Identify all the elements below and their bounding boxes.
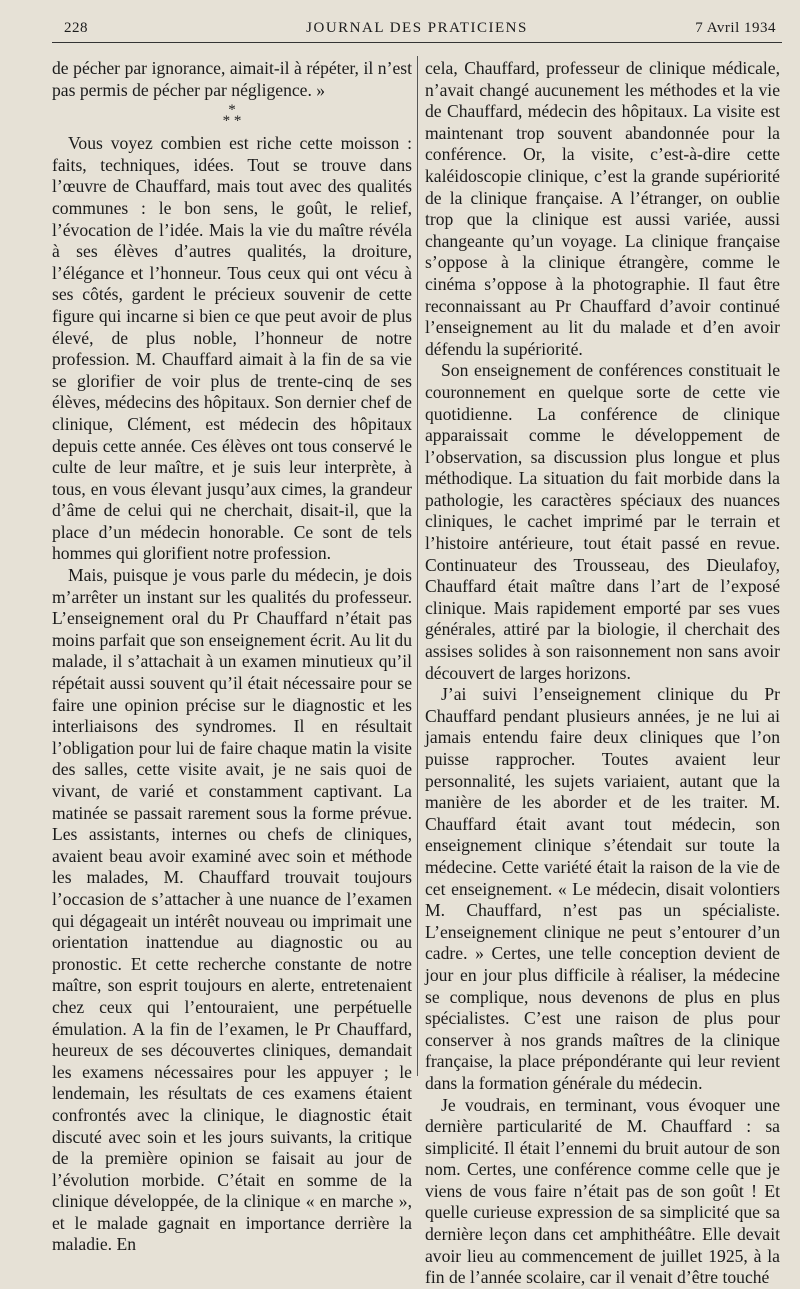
left-column [52, 58, 412, 1256]
paragraph: J’ai suivi l’enseignement clinique du Pr Chauffard pendant plusieurs années, je ne lui ai jamais entendu faire deux cliniques que l’on puisse rapprocher. Toutes avaient leur personnalité, les sujets variaient, autant que la manière de les aborder et de les traiter. M. Chauffard était avant tout médecin, son enseignement clinique s’étendait sur toute la médecine. Cette variété était la raison de la vie de cet enseignement. « Le médecin, disait volontiers M. Chauffard, n’est pas un spécialiste. L’enseignement clinique ne peut s’entourer d’un cadre. » Certes, une telle conception devient de jour en jour plus difficile à réaliser, la médecine se complique, nous devenons de plus en plus spécialistes. C’est une raison de plus pour conserver à nos grands maîtres de la clinique française, la place prépondérante qui leur revient dans la formation générale du médecin. [425, 684, 780, 1093]
column-divider [417, 56, 418, 1076]
ornament-star-pair: * * [222, 113, 242, 130]
paragraph: de pécher par ignorance, aimait-il à répéter, il n’est pas permis de pécher par négligence. » [52, 58, 412, 100]
journal-title: JOURNAL DES PRATICIENS [306, 20, 528, 36]
section-ornament [52, 102, 412, 130]
paragraph: cela, Chauffard, professeur de clinique médicale, n’avait changé aucunement les méthodes et la vie de Chauffard, médecin des hôpitaux. La visite est maintenant trop souvent abandonnée pour la conférence. Or, la visite, c’est-à-dire cette kaléidoscopie clinique, c’est la grande supériorité de la clinique française. A l’étranger, on oublie trop que la clinique est aussi variée, aussi changeante qu’un voyage. La clinique française s’oppose à la clinique étrangère, comme le cinéma s’oppose à la photographie. Il faut être reconnaissant au Pr Chauffard d’avoir continué l’enseignement au lit du malade et d’en avoir défendu la supériorité. [425, 58, 780, 359]
right-column [425, 58, 780, 1289]
paragraph: Je voudrais, en terminant, vous évoquer une dernière particularité de M. Chauffard : sa simplicité. Il était l’ennemi du bruit autour de son nom. Certes, une conférence comme celle que je viens de vous faire n’était pas de son goût ! Et quelle curieuse expression de sa simplicité que sa dernière leçon dans cet amphithéâtre. Elle devait avoir lieu au commencement de juillet 1925, à la fin de l’année scolaire, car il venait d’être touché [425, 1094, 780, 1288]
paragraph: Mais, puisque je vous parle du médecin, je dois m’arrêter un instant sur les qualités du professeur. L’enseignement oral du Pr Chauffard n’était pas moins parfait que son enseignement écrit. Au lit du malade, il s’attachait à un examen minutieux qu’il répétait aussi souvent qu’il était nécessaire pour se faire une opinion précise sur le diagnostic et les interliaisons des syndromes. Il en résultait l’obligation pour lui de faire chaque matin la visite des salles, cette visite avait, je ne sais quoi de vivant, de varié et constamment captivant. La matinée se passait rarement sous la forme prévue. Les assistants, internes ou chefs de cliniques, avaient beau avoir examiné avec soin et méthode les malades, M. Chauffard trouvait toujours l’occasion de s’attacher à une nuance de l’examen qui dégageait un intérêt nouveau ou imprimait une orientation inattendue au diagnostic ou au pronostic. Et cette recherche constante de notre maître, son esprit toujours en alerte, entretenaient chez ceux qui l’entouraient, une perpétuelle émulation. A la fin de l’examen, le Pr Chauffard, heureux de ses découvertes cliniques, demandait les examens nécessaires pour les appuyer ; le lendemain, les résultats de ces examens étaient confrontés avec la clinique, le diagnostic était discuté avec soin et les jours suivants, la critique de la première opinion se faisait au jour de l’évolution morbide. C’était en somme de la clinique développée, de la clinique « en marche », et le malade gagnait en importance derrière la maladie. En [52, 565, 412, 1255]
ornament-star: * [228, 102, 236, 119]
paragraph: Son enseignement de conférences constituait le couronnement en quelque sorte de cette vie quotidienne. La conférence de clinique apparaissait comme le développement de l’observation, sa discussion plus longue et plus méthodique. La situation du fait morbide dans la pathologie, les caractères spéciaux des nuances cliniques, le cachet imprimé par le terrain et l’histoire antérieure, tout était passé en revue. Continuateur des Trousseau, des Dieulafoy, Chauffard était maître dans l’art de l’exposé clinique. Mais rapidement emporté par ses vues générales, attiré par la biologie, il cherchait des assises solides à son raisonnement non sans avoir découvert de larges horizons. [425, 360, 780, 683]
paragraph: Vous voyez combien est riche cette moisson : faits, techniques, idées. Tout se trouve dans l’œuvre de Chauffard, mais tout avec des qualités communes : le bon sens, le goût, le relief, l’évocation de l’idée. Mais la vie du maître révéla à ses élèves d’autres qualités, la droiture, l’élégance et l’honneur. Tous ceux qui ont vécu à ses côtés, gardent le précieux souvenir de cette figure qui incarne si bien ce que peut avoir de plus élevé, de plus noble, l’honneur de notre profession. M. Chauffard aimait à la fin de sa vie se glorifier de voir plus de trente-cinq de ses élèves, médecins des hôpitaux. Son dernier chef de clinique, Clément, est médecin des hôpitaux depuis cette année. Ces élèves ont tous conservé le culte de leur maître, et je suis leur interprète, à tous, en vous élevant jusqu’aux cimes, la grandeur d’âme de celui qui ne cherchait, disait-il, que la place d’un médecin honorable. Ce sont de tels hommes qui glorifient notre profession. [52, 133, 412, 564]
running-header [52, 18, 782, 42]
issue-date: 7 Avril 1934 [695, 20, 776, 36]
header-rule [52, 42, 782, 43]
page-number: 228 [64, 20, 88, 36]
